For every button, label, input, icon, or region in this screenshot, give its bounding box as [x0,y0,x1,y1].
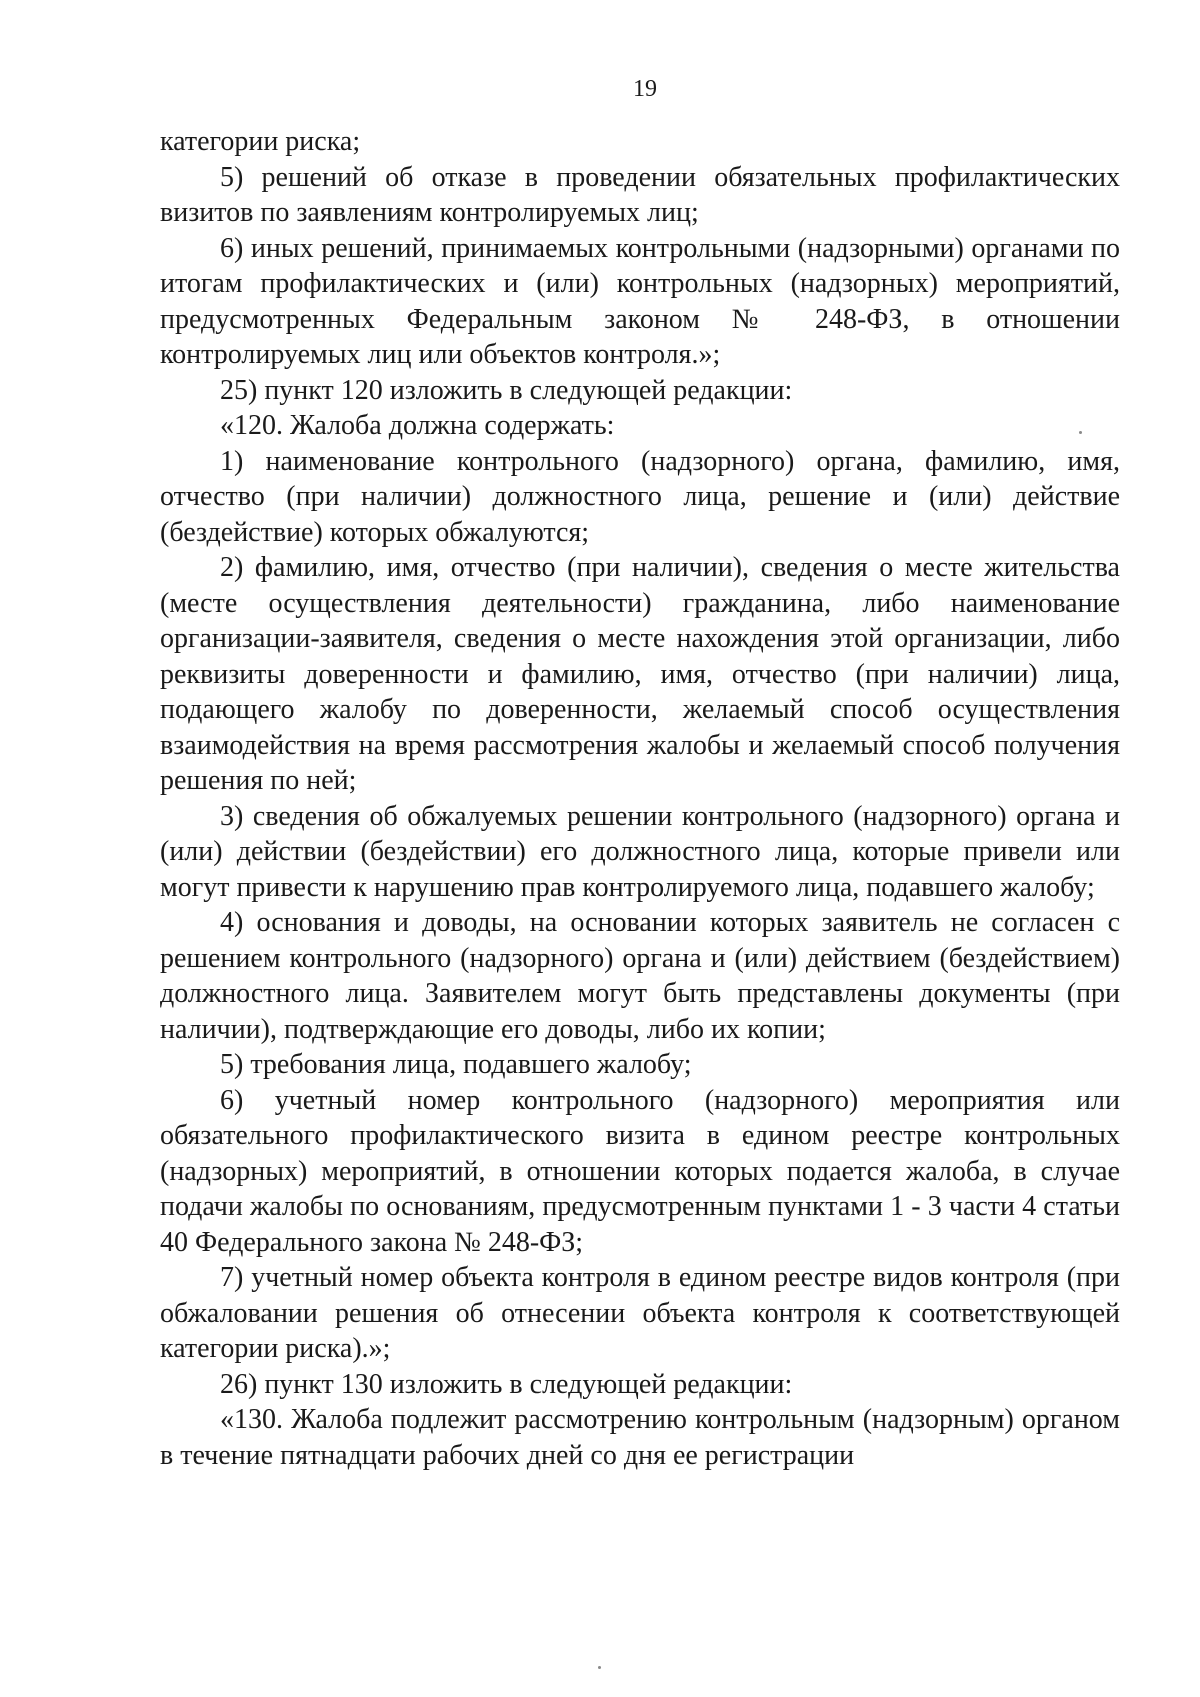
paragraph-9: 4) основания и доводы, на основании которых заявитель не согласен с решением контрольного (надзорного) органа и (или) действием (бездействием) должностного лица. Заявителем могут быть представлены документы (при наличии), подтверждающие его доводы, либо их копии; [160,907,1120,1045]
page-number: 19 [633,76,657,102]
paragraph-3: 6) иных решений, принимаемых контрольными (надзорными) органами по итогам профилактических и (или) контрольных (надзорных) мероприятий, предусмотренных Федеральным законом № 248-ФЗ, в отношении контролируемых лиц или объектов контроля.»; [160,232,1120,370]
document-body [160,124,1120,1473]
paragraph-6: 1) наименование контрольного (надзорного) органа, фамилию, имя, отчество (при наличии) должностного лица, решение и (или) действие (бездействие) которых обжалуются; [160,445,1120,548]
paragraph-8: 3) сведения об обжалуемых решении контрольного (надзорного) органа и (или) действии (бездействии) его должностного лица, которые привели или могут привести к нарушению прав контролируемого лица, подавшего жалобу; [160,800,1120,903]
scan-speck [1079,431,1082,434]
paragraph-5: «120. Жалоба должна содержать: [220,410,615,441]
paragraph-11: 6) учетный номер контрольного (надзорного) мероприятия или обязательного профилактического визита в едином реестре контрольных (надзорных) мероприятий, в отношении которых подается жалоба, в случае подачи жалобы по основаниям, предусмотренным пунктами 1 - 3 части 4 статьи 40 Федерального закона № 248-ФЗ; [160,1084,1120,1258]
paragraph-14: «130. Жалоба подлежит рассмотрению контрольным (надзорным) органом в течение пятнадцати рабочих дней со дня ее регистрации [160,1404,1120,1471]
paragraph-12: 7) учетный номер объекта контроля в едином реестре видов контроля (при обжаловании решения об отнесении объекта контроля к соответствующей категории риска).»; [160,1262,1120,1364]
paragraph-7: 2) фамилию, имя, отчество (при наличии), сведения о месте жительства (месте осуществления деятельности) гражданина, либо наименование организации-заявителя, сведения о месте нахождения этой организации, либо реквизиты доверенности и фамилию, имя, отчество (при наличии) лица, подающего жалобу по доверенности, желаемый способ осуществления взаимодействия на время рассмотрения жалобы и желаемый способ получения решения по ней; [160,552,1120,796]
paragraph-13: 26) пункт 130 изложить в следующей редакции: [220,1368,793,1400]
paragraph-1: категории риска; [160,126,361,157]
paragraph-10: 5) требования лица, подавшего жалобу; [220,1049,692,1080]
paragraph-2: 5) решений об отказе в проведении обязательных профилактических визитов по заявлениям контролируемых лиц; [160,161,1120,228]
paragraph-4: 25) пункт 120 изложить в следующей редакции: [220,374,793,406]
scan-speck [598,1666,601,1669]
